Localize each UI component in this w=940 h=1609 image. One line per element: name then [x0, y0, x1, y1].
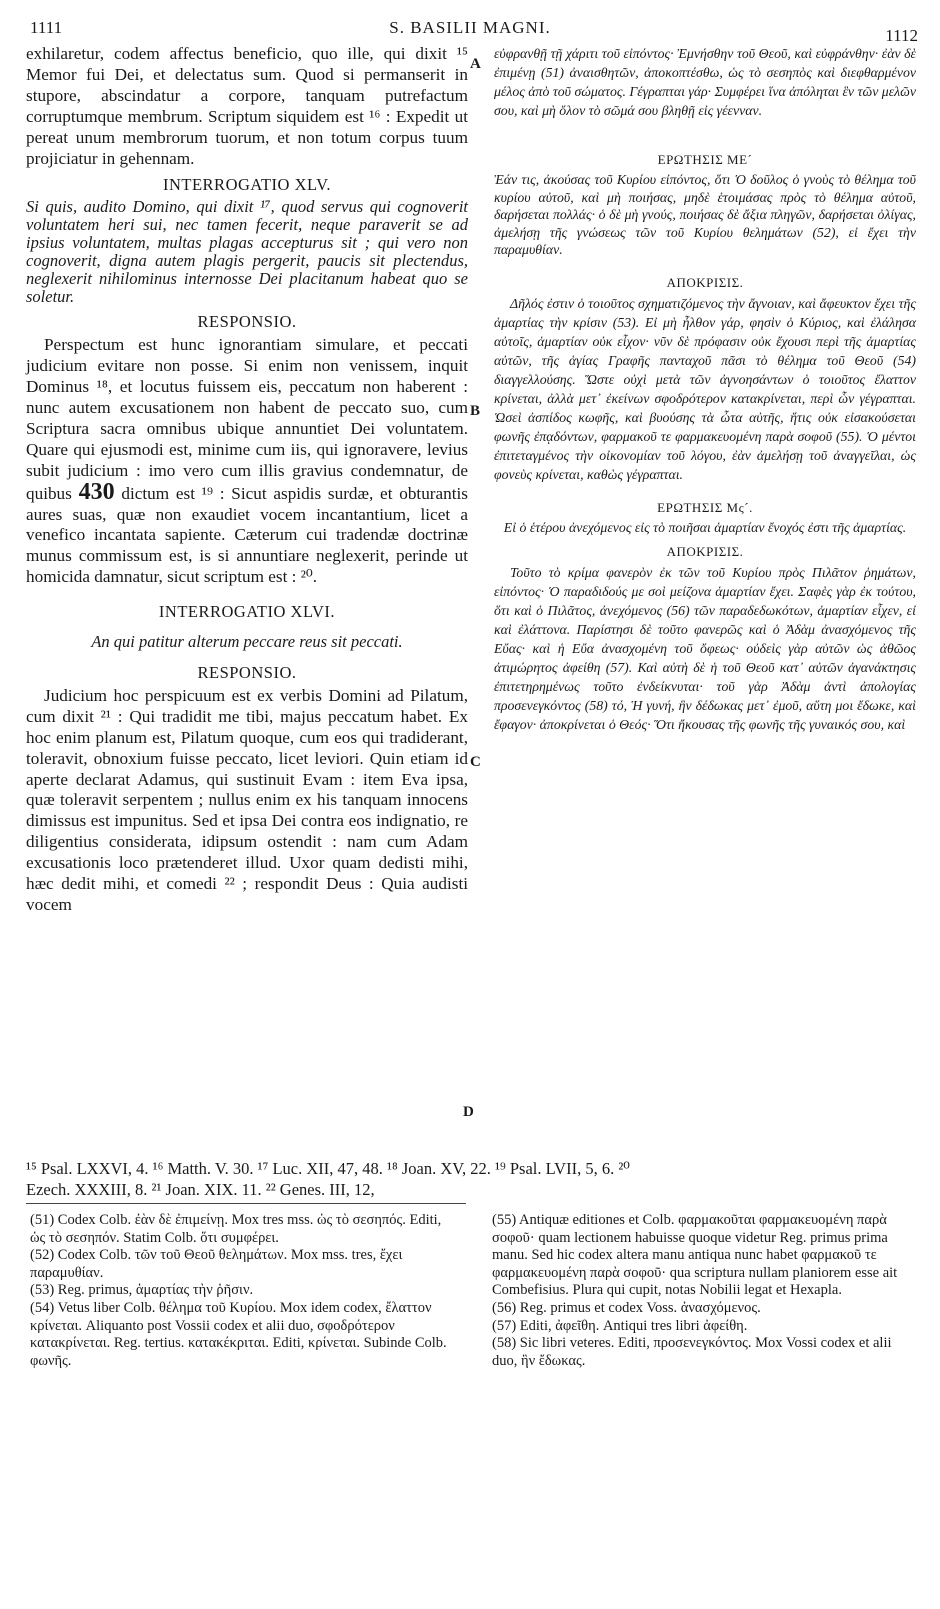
note-53: (53) Reg. primus, ἁμαρτίας τὴν ῥῆσιν.	[30, 1282, 254, 1299]
notes-left-column	[30, 1212, 460, 1370]
scripture-references-line-2: Ezech. XXXIII, 8. ²¹ Joan. XIX. 11. ²² Genes. III, 12,	[26, 1180, 375, 1199]
latin-answer-45-part2: dictum est ¹⁹ : Sicut aspidis surdæ, et obturantis aures suas, quæ non exaudiet vocem incantantium, licet a venefico incantata sapiente. Cæterum cui tradendæ doctrinæ munus commissum est, is si annuntiare neglexerit, perinde ut homicida damnatur, sicut scriptum est : ²⁰.	[26, 483, 468, 587]
scripture-references-line-1: ¹⁵ Psal. LXXVI, 4. ¹⁶ Matth. V. 30. ¹⁷ Luc. XII, 47, 48. ¹⁸ Joan. XV, 22. ¹⁹ Psal. LVII, 5, 6. ²⁰	[26, 1159, 630, 1178]
note-55: (55) Antiquæ editiones et Colb. φαρμακοῦται φαρμακευομένη παρὰ σοφοῦ· quam lectionem habuisse quoque videtur Reg. primus prima manu. Sed hic codex altera manu antiqua nunc habet φαρμακοῦ τε φαρμακευομένη παρὰ σοφοῦ· qua scriptura nullam planiorem esse ait Combefisius. Plura qui cupit, notas Nobilii legat et Hexapla.	[492, 1212, 898, 1299]
latin-column	[26, 44, 468, 916]
running-head: S. BASILII MAGNI.	[389, 18, 551, 37]
page-number-right: 1112	[885, 26, 918, 45]
latin-paragraph-1: exhilaretur, codem affectus beneficio, quo ille, qui dixit ¹⁵ Memor fui Dei, et delectatus sum. Quod si permanserit in stupore, abscindatur a corpore, tanquam putrefactum corruptumque membrum. Scriptum siquidem est ¹⁶ : Expedit ut pereat unum membrorum tuorum, et non totum corpus tuum projiciatur in gehennam.	[26, 44, 468, 168]
greek-heading-erotesis-45: ΕΡΩΤΗΣΙΣ ΜΕ´	[657, 152, 753, 167]
margin-letter-c: C	[470, 754, 481, 770]
latin-heading-responsio-46: RESPONSIO.	[197, 663, 297, 683]
greek-answer-45: Δῆλός ἐστιν ὁ τοιοῦτος σχηματιζόμενος τὴν ἄγνοιαν, καὶ ἄφευκτον ἔχει τῆς ἁμαρτίας τὴν κρίσιν (53). Εἰ μὴ ἦλθον γάρ, φησὶν ὁ Κύριος, καὶ ἐλάλησα αὐτοῖς, ἁμαρτίαν οὐκ εἶχον· νῦν δὲ πρόφασιν οὐκ ἔχουσι περὶ τῆς ἁμαρτίας αὐτῶν, τῆς ἁγίας Γραφῆς πανταχοῦ πᾶσι τὸ θέλημα τοῦ Θεοῦ (54) διαγγελλούσης. Ὥστε οὐχὶ μετὰ τῶν ἀγνοησάντων ὁ τοιοῦτος ἔλαττον κρίνεται, ἀλλὰ μετ᾽ ἐκείνων σφοδρότερον κατακρίνεται, περὶ ὧν γέγραπται. Ὡσεὶ ἀσπίδος κωφῆς, καὶ βυούσης τὰ ὦτα αὐτῆς, ἥτις οὐκ εἰσακούσεται φωνῆς ἐπᾳδόντων, φαρμακοῦ τε φαρμακευομένη παρὰ σοφοῦ (55). Ὁ μέντοι ἐπιτεταγμένος τὴν οἰκονομίαν τοῦ λόγου, ἐὰν ἀμελήσῃ τοῦ ἀναγγεῖλαι, ὡς φονεὺς κρίνεται, καθὼς γέγραπται.	[494, 295, 916, 482]
note-51: (51) Codex Colb. ἐὰν δὲ ἐπιμείνῃ. Mox tres mss. ὡς τὸ σεσηπός. Editi, ὡς τὸ σεσηπόν. Statim Colb. ὅτι συμφέρει.	[30, 1212, 442, 1246]
margin-letter-d: D	[463, 1104, 474, 1120]
latin-heading-interrogatio-46: INTERROGATIO XLVI.	[158, 602, 336, 622]
note-58: (58) Sic libri veteres. Editi, προσενεγκόντος. Mox Vossi codex et alii duo, ἣν ἔδωκας.	[492, 1335, 892, 1369]
greek-heading-apokrisis-46: ΑΠΟΚΡΙΣΙΣ.	[666, 544, 744, 559]
greek-question-45: Ἐάν τις, ἀκούσας τοῦ Κυρίου εἰπόντος, ὅτι Ὁ δοῦλος ὁ γνοὺς τὸ θέλημα τοῦ κυρίου αὐτοῦ, καὶ μὴ ποιήσας, μηδὲ ἑτοιμάσας πρὸς τὸ θέλημα αὐτοῦ, δαρήσεται πολλάς· ὁ δὲ μὴ γνούς, ποιήσας δὲ ἄξια πληγῶν, δαρήσεται ὀλίγας, ἀμελήσῃ τῆς γνώσεως τῶν τοῦ Κυρίου θελημάτων (52), εἰ ἔχει τὴν παραμυθίαν.	[494, 172, 916, 257]
footnote-divider	[26, 1203, 466, 1204]
greek-heading-apokrisis-45: ΑΠΟΚΡΙΣΙΣ.	[666, 274, 744, 290]
latin-heading-responsio-45: RESPONSIO.	[197, 312, 297, 332]
margin-letter-b: B	[470, 403, 481, 419]
page-header	[0, 18, 940, 44]
note-54: (54) Vetus liber Colb. θέλημα τοῦ Κυρίου. Mox idem codex, ἔλαττον κρίνεται. Aliquanto post Vossii codex et alii duo, σφοδρότερον κατακρίνεται. Reg. tertius. κατακέκριται. Editi, κρίνεται. Subinde Colb. φωνῆς.	[30, 1299, 447, 1369]
greek-question-46: Εἰ ὁ ἑτέρου ἀνεχόμενος εἰς τὸ ποιῆσαι ἁμαρτίαν ἔνοχός ἐστι τῆς ἁμαρτίας.	[503, 519, 907, 535]
latin-answer-45-part1: Perspectum est hunc ignorantiam simulare, et peccati judicium evitare non posse. Si enim non venissem, inquit Dominus ¹⁸, et locutus fuissem eis, peccatum non haberent : nunc autem excusationem non habent de peccato suo, cum Scriptura sacra omnibus ubique annuntiet Dei voluntatem. Quare qui ejusmodi est, minime cum iis, qui ignoravere, levius subit judicium : imo vero cum illis gravius condemnatur, de quibus	[26, 335, 468, 503]
latin-heading-interrogatio-45: INTERROGATIO XLV.	[162, 175, 331, 195]
latin-answer-46: Judicium hoc perspicuum est ex verbis Domini ad Pilatum, cum dixit ²¹ : Qui tradidit me tibi, majus peccatum habet. Ex hoc enim planum est, Pilatum quoque, cum eos qui tradiderant, toleravit, obnoxium fuisse peccato, licet leviori. Quin etiam id aperte declarat Adamus, qui sustinuit Evam : item Eva ipsa, quæ toleravit serpentem ; nullus enim ex his tanquam innocens dimissus est impunitus. Sed et ipsa Dei contra eos indignatio, re diligentius considerata, idipsum ostendit : nam cum Adam excusationis loco prætenderet illud. Uxor quam dedisti mihi, hæc dedit mihi, et comedi ²² ; respondit Deus : Quia audisti vocem	[26, 685, 468, 914]
note-52: (52) Codex Colb. τῶν τοῦ Θεοῦ θελημάτων. Mox mss. tres, ἔχει παραμυθίαν.	[30, 1247, 403, 1281]
column-number: 430	[78, 478, 115, 505]
notes-right-column	[492, 1212, 912, 1370]
latin-question-45: Si quis, audito Domino, qui dixit ¹⁷, quod servus qui cognoverit voluntatem heri sui, nec tamen fecerit, neque paraverit se ad ipsius voluntatem, multas plagas accepturus sit ; qui vero non cognoverit, digna autem plagis pergerit, paucis sit plectendus, neglexerit nihilominus internosse Dei placitanum habeat quo se soletur.	[26, 197, 468, 307]
greek-column	[494, 44, 916, 734]
note-56: (56) Reg. primus et codex Voss. ἀνασχόμενος.	[492, 1299, 761, 1316]
greek-heading-erotesis-46: ΕΡΩΤΗΣΙΣ Μς´.	[657, 499, 753, 515]
scripture-references	[26, 1158, 926, 1200]
margin-letter-a: A	[470, 56, 481, 72]
page-number-left: 1111	[30, 18, 63, 37]
greek-paragraph-1: εὐφρανθῇ τῇ χάριτι τοῦ εἰπόντος· Ἐμνήσθην τοῦ Θεοῦ, καὶ εὐφράνθην· ἐὰν δὲ ἐπιμένῃ (51) ἀναισθητῶν, ἀποκοπτέσθω, ὡς τὸ σεσηπὸς καὶ διεφθαρμένον μέλος ἀπὸ τοῦ σώματος. Γέγραπται γάρ· Συμφέρει ἵνα ἀπόληται ἓν τῶν μελῶν σου, καὶ μὴ ὅλον τὸ σῶμά σου βληθῇ εἰς γέενναν.	[494, 46, 916, 118]
greek-answer-46: Τοῦτο τὸ κρίμα φανερὸν ἐκ τῶν τοῦ Κυρίου πρὸς Πιλᾶτον ῥημάτων, εἰπόντος· Ὁ παραδιδούς με σοὶ μείζονα ἁμαρτίαν ἔχει. Σαφὲς γὰρ ἐκ τούτου, ὅτι καὶ ὁ Πιλᾶτος, ἀνεχόμενος (56) τῶν παραδεδωκότων, ἁμαρτίαν εἶχεν, εἰ καὶ ἐλάττονα. Παρίστησι δὲ τοῦτο φανερῶς καὶ ὁ Ἀδὰμ ἀνασχόμενος τῆς Εὔας· καὶ ἡ Εὔα ἀνασχομένη τοῦ ὄφεως· οὐδεὶς γὰρ αὐτῶν ὡς ἀθῶος ἀτιμώρητος ἀφείθη (57). Καὶ αὐτὴ δὲ ἡ τοῦ Θεοῦ κατ᾽ αὐτῶν ἀγανάκτησις ἐπιτετηρημένως τοῦτο ἐνδείκνυται· τοῦ γὰρ Ἀδὰμ ἀντὶ ἀπολογίας προσενεγκόντος (58) τό, Ἡ γυνή, ἣν δέδωκας μετ᾽ ἐμοῦ, αὕτη μοι ἔδωκε, καὶ ἔφαγον· ἀποκρίνεται ὁ Θεός· Ὅτι ἤκουσας τῆς φωνῆς τῆς γυναικός σου, καὶ	[494, 565, 916, 732]
latin-answer-45	[26, 335, 468, 588]
note-57: (57) Editi, ἀφεῖθη. Antiqui tres libri ἀφείθη.	[492, 1317, 748, 1334]
latin-question-46: An qui patitur alterum peccare reus sit peccati.	[91, 632, 403, 652]
